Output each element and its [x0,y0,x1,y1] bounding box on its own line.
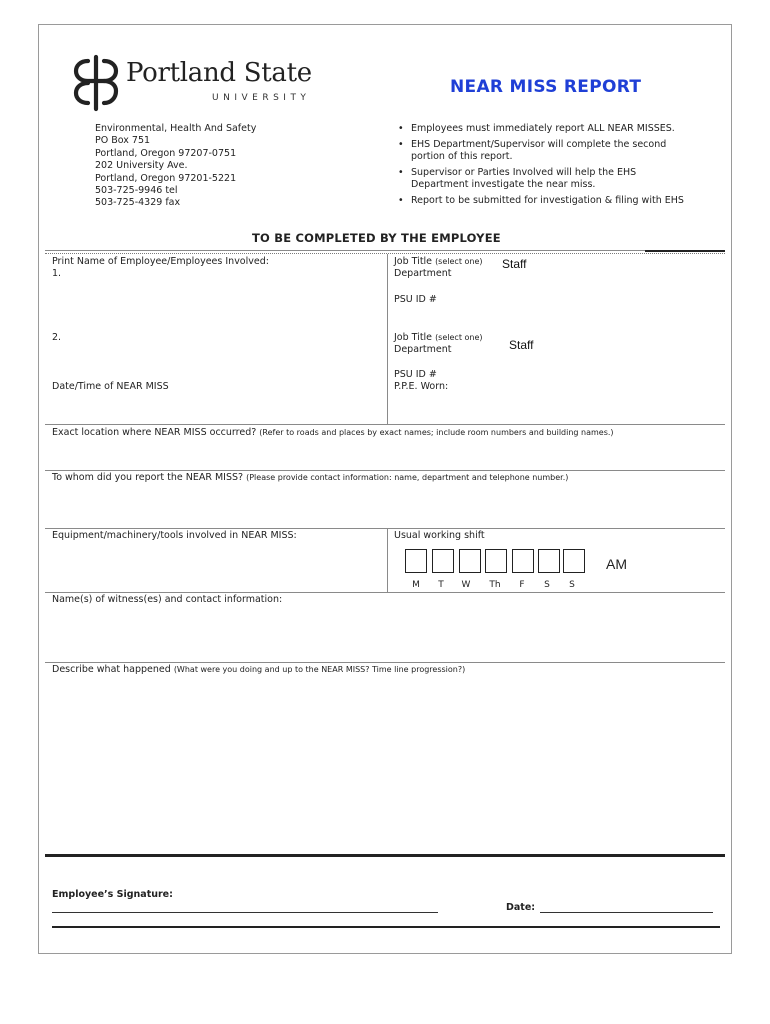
column-divider [387,528,388,592]
print-name-label: Print Name of Employee/Employees Involved: [52,256,269,267]
date-label: Date: [506,902,536,913]
day-label: Th [489,580,501,590]
ppe-label: P.P.E. Worn: [394,381,449,392]
job-title-label-2: Job Title (select one) [394,332,483,343]
address-line: 503-725-9946 tel [95,185,178,197]
instruction-item: • Report to be submitted for investigation & filing with EHS [398,195,718,207]
divider [45,662,725,663]
instruction-item: • Employees must immediately report ALL NEAR MISSES. [398,123,718,135]
divider [645,250,725,252]
employee-2-number: 2. [52,332,62,343]
address-line: 503-725-4329 fax [95,197,181,209]
psu-knot-icon [66,53,126,113]
describe-label: Describe what happened (What were you doing and up to the NEAR MISS? Time line progression?) [52,664,466,675]
day-checkbox-su[interactable] [563,549,585,573]
day-checkbox-t[interactable] [432,549,454,573]
divider [45,592,725,593]
signature-label: Employee’s Signature: [52,889,173,900]
job-title-select-2[interactable]: Staff [509,338,534,352]
address-line: PO Box 751 [95,135,151,147]
address-line: Portland, Oregon 97207-0751 [95,147,237,159]
instruction-item: • Supervisor or Parties Involved will help the EHS Department investigate the near miss. [398,167,718,192]
instruction-item: • EHS Department/Supervisor will complete the second portion of this report. [398,139,718,164]
day-checkbox-th[interactable] [485,549,507,573]
day-label: T [438,580,444,590]
ehs-address [95,123,335,210]
divider [45,424,725,425]
equipment-label: Equipment/machinery/tools involved in NEAR MISS: [52,530,297,541]
location-label: Exact location where NEAR MISS occurred? (Refer to roads and places by exact names; include room numbers and building names.) [52,427,614,438]
day-label: W [461,580,471,590]
divider [52,926,720,928]
shift-label: Usual working shift [394,530,485,541]
section-title: TO BE COMPLETED BY THE EMPLOYEE [252,231,501,245]
witness-label: Name(s) of witness(es) and contact information: [52,594,283,605]
address-line: 202 University Ave. [95,160,188,172]
page-title: NEAR MISS REPORT [450,77,642,97]
department-label-2: Department [394,344,452,355]
divider [45,528,725,529]
address-line: Environmental, Health And Safety [95,123,257,134]
job-title-select-1[interactable]: Staff [502,257,527,271]
day-label: M [412,580,420,590]
day-checkbox-w[interactable] [459,549,481,573]
department-label-1: Department [394,268,452,279]
job-title-label: Job Title (select one) [394,256,483,267]
date-time-label: Date/Time of NEAR MISS [52,381,169,392]
divider [45,854,725,857]
employee-1-number: 1. [52,268,62,279]
shift-select[interactable]: AM [606,556,627,572]
logo-wordmark: Portland State [126,58,312,88]
divider [45,470,725,471]
divider [45,250,645,251]
day-label: F [519,580,525,590]
date-field[interactable] [540,912,713,913]
logo-subtitle: UNIVERSITY [212,93,311,103]
day-checkbox-m[interactable] [405,549,427,573]
address-line: Portland, Oregon 97201-5221 [95,172,237,184]
day-label: S [569,580,575,590]
day-checkbox-f[interactable] [512,549,534,573]
psu-id-label-1: PSU ID # [394,294,437,305]
instructions-list [398,123,718,211]
column-divider [387,254,388,424]
signature-field[interactable] [52,912,438,913]
day-checkbox-s[interactable] [538,549,560,573]
day-label: S [544,580,550,590]
report-to-label: To whom did you report the NEAR MISS? (Please provide contact information: name, department and telephone number.) [52,472,569,483]
psu-id-label-2: PSU ID # [394,369,437,380]
divider [45,253,725,254]
